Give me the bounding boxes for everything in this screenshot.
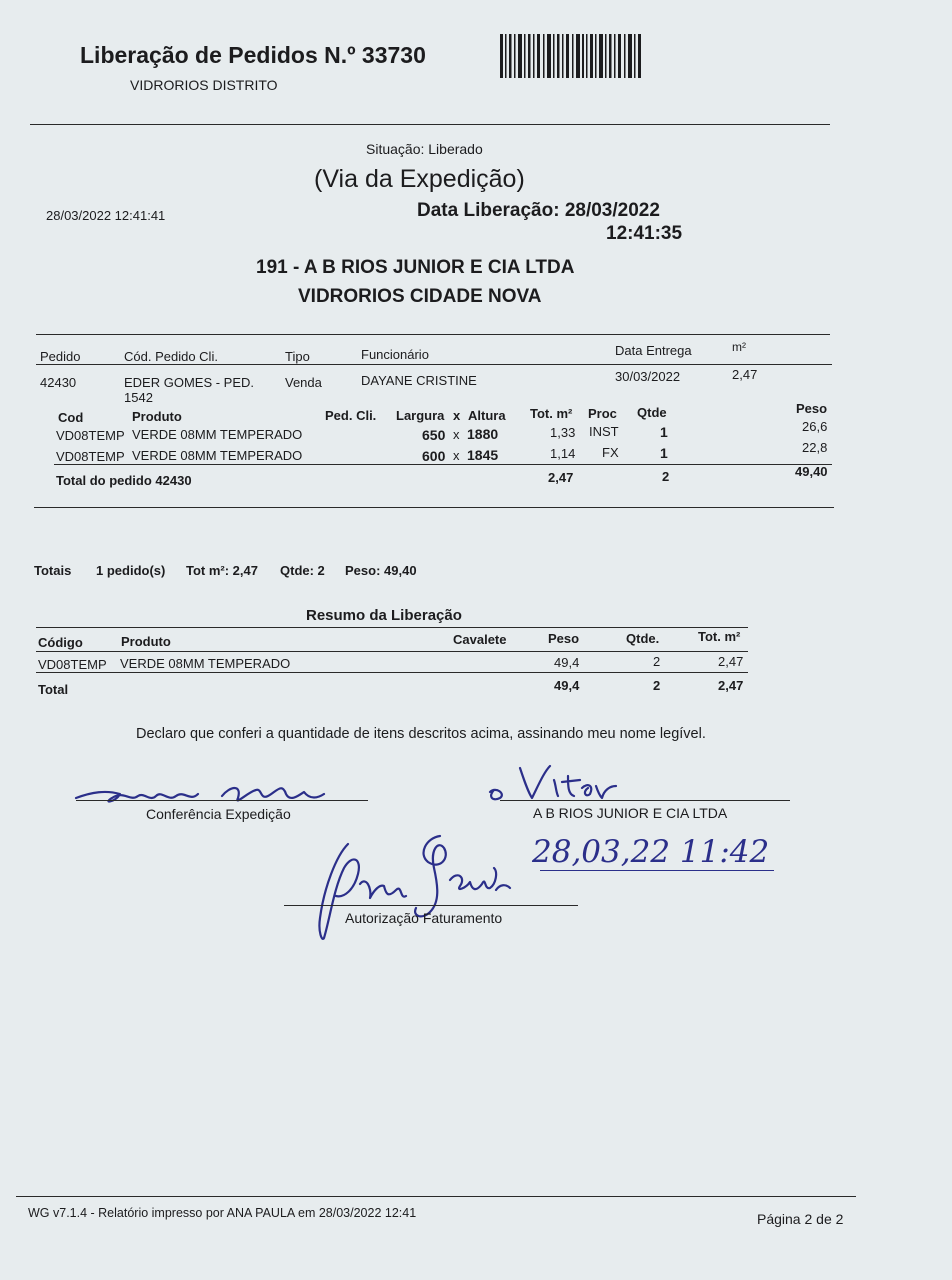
item-tot-m2: 1,33 — [550, 425, 576, 440]
conference-line — [76, 800, 368, 801]
totals-pedidos: 1 pedido(s) — [96, 563, 166, 578]
col-m2: m² — [732, 340, 746, 354]
order-total-qtde: 2 — [662, 469, 670, 484]
totals-m2: Tot m²: 2,47 — [186, 563, 258, 578]
item-peso: 22,8 — [802, 440, 828, 455]
item-cod: VD08TEMP — [56, 428, 125, 443]
item-altura: 1845 — [467, 447, 499, 463]
summary-col-peso: Peso — [548, 631, 580, 646]
item-largura: 650 — [422, 427, 446, 443]
item-altura: 1880 — [467, 426, 499, 442]
order-total-label: Total do pedido 42430 — [56, 473, 192, 488]
item-proc: FX — [602, 445, 619, 460]
release-time: 12:41:35 — [606, 223, 683, 244]
summary-header-line — [36, 651, 748, 652]
header-divider — [30, 124, 830, 125]
summary-col-produto: Produto — [121, 634, 171, 649]
barcode — [500, 34, 642, 78]
release-date: Data Liberação: 28/03/2022 — [417, 200, 660, 221]
item-produto: VERDE 08MM TEMPERADO — [132, 448, 303, 463]
footer-printed-by: WG v7.1.4 - Relatório impresso por ANA PAULA em 28/03/2022 12:41 — [28, 1206, 417, 1220]
item-x: x — [453, 448, 460, 463]
item-col-altura: Altura — [468, 408, 506, 423]
authorization-label: Autorização Faturamento — [345, 910, 503, 926]
col-data-entrega: Data Entrega — [615, 343, 692, 358]
summary-col-qtde: Qtde. — [626, 631, 660, 646]
item-produto: VERDE 08MM TEMPERADO — [132, 427, 303, 442]
order-total-m2: 2,47 — [548, 470, 574, 485]
authorization-line — [284, 905, 578, 906]
summary-top-line — [36, 627, 748, 628]
order-cod-cli: EDER GOMES - PED. — [124, 375, 255, 390]
summary-col-codigo: Código — [38, 635, 83, 650]
summary-col-tot-m2: Tot. m² — [698, 629, 741, 644]
item-largura: 600 — [422, 448, 446, 464]
copy-label: (Via da Expedição) — [314, 165, 525, 193]
page-number: Página 2 de 2 — [757, 1211, 844, 1227]
order-funcionario: DAYANE CRISTINE — [361, 373, 477, 388]
item-qtde: 1 — [660, 445, 668, 461]
customer-name: 191 - A B RIOS JUNIOR E CIA LTDA — [256, 257, 575, 278]
summary-col-cavalete: Cavalete — [453, 632, 507, 647]
printed-datetime: 28/03/2022 12:41:41 — [46, 208, 166, 223]
summary-row-tot-m2: 2,47 — [718, 654, 744, 669]
customer-branch: VIDRORIOS CIDADE NOVA — [298, 286, 542, 307]
summary-row-qtde: 2 — [653, 654, 661, 669]
conference-label: Conferência Expedição — [146, 806, 291, 822]
order-cod-cli-2: 1542 — [124, 390, 153, 405]
item-qtde: 1 — [660, 424, 668, 440]
item-tot-m2: 1,14 — [550, 446, 576, 461]
item-cod: VD08TEMP — [56, 449, 125, 464]
item-col-qtde: Qtde — [637, 405, 667, 420]
item-col-ped-cli: Ped. Cli. — [325, 408, 377, 423]
totals-peso: Peso: 49,40 — [345, 563, 417, 578]
order-data-entrega: 30/03/2022 — [615, 369, 681, 384]
item-x: x — [453, 427, 460, 442]
status-text: Situação: Liberado — [366, 141, 483, 157]
document-title: Liberação de Pedidos N.º 33730 — [80, 42, 426, 68]
client-label: A B RIOS JUNIOR E CIA LTDA — [533, 805, 728, 821]
item-proc: INST — [589, 424, 619, 439]
declaration-text: Declaro que conferi a quantidade de itens descritos acima, assinando meu nome legível. — [136, 726, 706, 742]
summary-row-codigo: VD08TEMP — [38, 657, 107, 672]
col-tipo: Tipo — [285, 349, 310, 364]
order-top-line — [36, 334, 830, 335]
handwritten-date-underline — [540, 870, 774, 871]
col-funcionario: Funcionário — [361, 347, 429, 362]
items-total-line — [54, 464, 832, 465]
order-tipo: Venda — [285, 375, 322, 390]
summary-total-qtde: 2 — [653, 678, 661, 693]
item-col-proc: Proc — [588, 406, 617, 421]
item-col-tot-m2: Tot. m² — [530, 406, 573, 421]
summary-row-line — [36, 672, 748, 673]
order-bottom-line — [34, 507, 834, 508]
company-name: VIDRORIOS DISTRITO — [130, 77, 278, 93]
item-col-x: x — [453, 408, 461, 423]
client-line — [500, 800, 790, 801]
item-col-cod: Cod — [58, 410, 84, 425]
summary-row-produto: VERDE 08MM TEMPERADO — [120, 656, 291, 671]
summary-total-label: Total — [38, 682, 69, 697]
order-total-peso: 49,40 — [795, 464, 828, 479]
totals-label: Totais — [34, 563, 72, 578]
summary-row-peso: 49,4 — [554, 655, 580, 670]
item-col-peso: Peso — [796, 401, 828, 416]
totals-qtde: Qtde: 2 — [280, 563, 325, 578]
authorization-signature — [300, 828, 520, 948]
item-col-produto: Produto — [132, 409, 182, 424]
col-cod-cli: Cód. Pedido Cli. — [124, 349, 218, 364]
summary-title: Resumo da Liberação — [306, 607, 462, 624]
order-header-line — [36, 364, 832, 365]
handwritten-date: 28,03,22 11:42 — [532, 834, 770, 870]
order-m2: 2,47 — [732, 367, 758, 382]
summary-total-tot-m2: 2,47 — [718, 678, 744, 693]
footer-line — [16, 1196, 856, 1197]
item-peso: 26,6 — [802, 419, 828, 434]
summary-total-peso: 49,4 — [554, 678, 580, 693]
col-pedido: Pedido — [40, 349, 81, 364]
order-pedido: 42430 — [40, 375, 77, 390]
item-col-largura: Largura — [396, 408, 445, 423]
